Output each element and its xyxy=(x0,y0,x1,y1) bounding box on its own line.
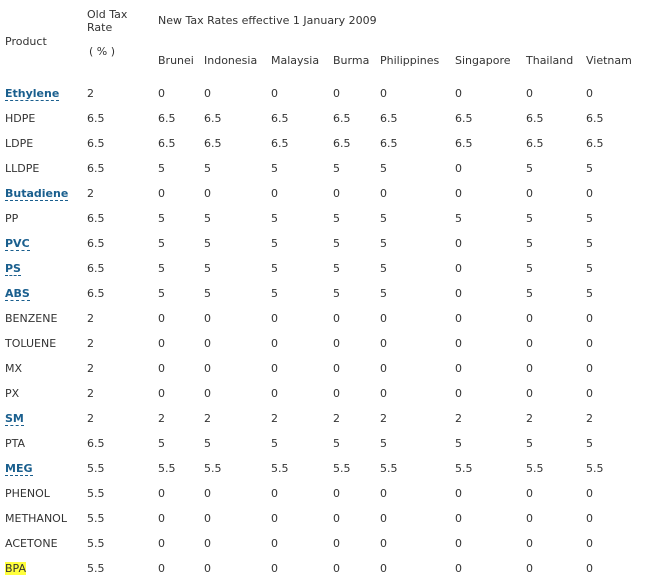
header-old-tax-line1: Old Tax xyxy=(87,8,128,21)
new-rate-cell: 0 xyxy=(333,562,340,575)
new-rate-cell: 0 xyxy=(455,262,462,275)
header-country: Singapore xyxy=(455,54,511,67)
product-link[interactable]: PS xyxy=(5,262,21,275)
header-country: Brunei xyxy=(158,54,194,67)
new-rate-cell: 0 xyxy=(333,487,340,500)
new-rate-cell: 0 xyxy=(526,87,533,100)
new-rate-cell: 5 xyxy=(455,212,462,225)
new-rate-cell: 0 xyxy=(158,512,165,525)
new-rate-cell: 0 xyxy=(380,387,387,400)
new-rate-cell: 0 xyxy=(333,387,340,400)
new-rate-cell: 5 xyxy=(526,237,533,250)
new-rate-cell: 6.5 xyxy=(455,137,473,150)
product-cell xyxy=(5,562,26,575)
product-cell xyxy=(5,162,39,175)
old-rate-cell: 2 xyxy=(87,312,94,325)
new-rate-cell: 5 xyxy=(586,162,593,175)
new-rate-cell: 0 xyxy=(586,387,593,400)
new-rate-cell: 6.5 xyxy=(586,112,604,125)
new-rate-cell: 0 xyxy=(204,562,211,575)
new-rate-cell: 6.5 xyxy=(158,137,176,150)
new-rate-cell: 5 xyxy=(271,287,278,300)
new-rate-cell: 5 xyxy=(204,162,211,175)
old-rate-cell: 5.5 xyxy=(87,562,105,575)
product-name: PX xyxy=(5,387,20,400)
new-rate-cell: 5 xyxy=(271,212,278,225)
new-rate-cell: 0 xyxy=(455,87,462,100)
new-rate-cell: 0 xyxy=(204,87,211,100)
new-rate-cell: 0 xyxy=(455,537,462,550)
new-rate-cell: 2 xyxy=(271,412,278,425)
header-old-tax-line2: Rate xyxy=(87,21,113,34)
new-rate-cell: 0 xyxy=(586,187,593,200)
old-rate-cell: 6.5 xyxy=(87,237,105,250)
new-rate-cell: 0 xyxy=(455,287,462,300)
old-rate-cell: 5.5 xyxy=(87,512,105,525)
header-old-tax-unit: ( % ) xyxy=(89,45,116,58)
new-rate-cell: 0 xyxy=(455,162,462,175)
product-link[interactable]: Butadiene xyxy=(5,187,69,200)
new-rate-cell: 2 xyxy=(586,412,593,425)
product-cell xyxy=(5,387,19,400)
product-name: LLDPE xyxy=(5,162,40,175)
old-rate-cell: 6.5 xyxy=(87,162,105,175)
old-rate-cell: 2 xyxy=(87,362,94,375)
new-rate-cell: 5 xyxy=(526,162,533,175)
new-rate-cell: 0 xyxy=(158,337,165,350)
new-rate-cell: 5 xyxy=(158,237,165,250)
new-rate-cell: 0 xyxy=(271,362,278,375)
new-rate-cell: 6.5 xyxy=(380,112,398,125)
new-rate-cell: 5 xyxy=(204,212,211,225)
new-rate-cell: 5 xyxy=(526,437,533,450)
new-rate-cell: 5 xyxy=(380,437,387,450)
new-rate-cell: 5.5 xyxy=(586,462,604,475)
old-rate-cell: 6.5 xyxy=(87,212,105,225)
product-cell xyxy=(5,312,57,325)
header-country: Indonesia xyxy=(204,54,258,67)
new-rate-cell: 5 xyxy=(158,262,165,275)
new-rate-cell: 2 xyxy=(333,412,340,425)
new-rate-cell: 5 xyxy=(333,237,340,250)
new-rate-cell: 2 xyxy=(204,412,211,425)
header-country: Philippines xyxy=(380,54,440,67)
product-name: PHENOL xyxy=(5,487,50,500)
new-rate-cell: 5 xyxy=(158,287,165,300)
new-rate-cell: 0 xyxy=(380,87,387,100)
product-link[interactable]: PVC xyxy=(5,237,30,250)
new-rate-cell: 5 xyxy=(333,437,340,450)
header-country: Malaysia xyxy=(271,54,320,67)
old-rate-cell: 5.5 xyxy=(87,462,105,475)
new-rate-cell: 6.5 xyxy=(271,137,289,150)
new-rate-cell: 0 xyxy=(204,362,211,375)
new-rate-cell: 5 xyxy=(526,212,533,225)
new-rate-cell: 5 xyxy=(333,262,340,275)
new-rate-cell: 2 xyxy=(526,412,533,425)
new-rate-cell: 0 xyxy=(204,187,211,200)
new-rate-cell: 5 xyxy=(526,287,533,300)
new-rate-cell: 5 xyxy=(158,162,165,175)
product-cell xyxy=(5,537,58,550)
new-rate-cell: 5 xyxy=(380,262,387,275)
new-rate-cell: 0 xyxy=(158,87,165,100)
new-rate-cell: 0 xyxy=(586,337,593,350)
new-rate-cell: 5 xyxy=(380,237,387,250)
new-rate-cell: 0 xyxy=(204,537,211,550)
new-rate-cell: 6.5 xyxy=(526,112,544,125)
new-rate-cell: 5 xyxy=(271,237,278,250)
new-rate-cell: 0 xyxy=(271,537,278,550)
new-rate-cell: 0 xyxy=(333,512,340,525)
new-rate-cell: 0 xyxy=(455,387,462,400)
new-rate-cell: 6.5 xyxy=(158,112,176,125)
new-rate-cell: 5.5 xyxy=(271,462,289,475)
header-country: Vietnam xyxy=(586,54,632,67)
new-rate-cell: 0 xyxy=(158,537,165,550)
new-rate-cell: 0 xyxy=(455,237,462,250)
product-link[interactable]: SM xyxy=(5,412,24,425)
old-rate-cell: 6.5 xyxy=(87,112,105,125)
product-link[interactable]: ABS xyxy=(5,287,30,300)
new-rate-cell: 5 xyxy=(455,437,462,450)
product-name: METHANOL xyxy=(5,512,67,525)
old-rate-cell: 6.5 xyxy=(87,437,105,450)
new-rate-cell: 6.5 xyxy=(586,137,604,150)
old-rate-cell: 6.5 xyxy=(87,287,105,300)
new-rate-cell: 0 xyxy=(455,562,462,575)
new-rate-cell: 5 xyxy=(158,212,165,225)
new-rate-cell: 0 xyxy=(333,337,340,350)
new-rate-cell: 2 xyxy=(380,412,387,425)
new-rate-cell: 6.5 xyxy=(455,112,473,125)
new-rate-cell: 0 xyxy=(455,362,462,375)
new-rate-cell: 0 xyxy=(333,312,340,325)
new-rate-cell: 0 xyxy=(158,387,165,400)
new-rate-cell: 0 xyxy=(158,312,165,325)
new-rate-cell: 0 xyxy=(271,187,278,200)
product-cell xyxy=(5,262,21,275)
new-rate-cell: 0 xyxy=(526,187,533,200)
old-rate-cell: 2 xyxy=(87,337,94,350)
old-rate-cell: 5.5 xyxy=(87,537,105,550)
new-rate-cell: 5.5 xyxy=(333,462,351,475)
new-rate-cell: 5 xyxy=(526,262,533,275)
product-name: ACETONE xyxy=(5,537,58,550)
new-rate-cell: 0 xyxy=(333,87,340,100)
product-name-highlighted: BPA xyxy=(5,562,27,575)
new-rate-cell: 5 xyxy=(271,162,278,175)
product-cell xyxy=(5,512,67,525)
new-rate-cell: 6.5 xyxy=(271,112,289,125)
new-rate-cell: 2 xyxy=(158,412,165,425)
product-cell xyxy=(5,237,30,250)
new-rate-cell: 0 xyxy=(526,387,533,400)
new-rate-cell: 0 xyxy=(526,512,533,525)
new-rate-cell: 5 xyxy=(204,262,211,275)
product-cell xyxy=(5,362,22,375)
product-name: MX xyxy=(5,362,23,375)
new-rate-cell: 0 xyxy=(333,362,340,375)
new-rate-cell: 0 xyxy=(271,562,278,575)
new-rate-cell: 0 xyxy=(455,312,462,325)
new-rate-cell: 0 xyxy=(158,362,165,375)
new-rate-cell: 0 xyxy=(204,512,211,525)
product-name: HDPE xyxy=(5,112,36,125)
product-cell xyxy=(5,462,33,475)
product-name: PP xyxy=(5,212,19,225)
new-rate-cell: 0 xyxy=(271,337,278,350)
new-rate-cell: 0 xyxy=(526,337,533,350)
header-product: Product xyxy=(5,35,47,48)
new-rate-cell: 5 xyxy=(380,162,387,175)
old-rate-cell: 2 xyxy=(87,412,94,425)
new-rate-cell: 0 xyxy=(204,387,211,400)
new-rate-cell: 0 xyxy=(455,512,462,525)
new-rate-cell: 6.5 xyxy=(380,137,398,150)
new-rate-cell: 6.5 xyxy=(204,112,222,125)
new-rate-cell: 6.5 xyxy=(333,112,351,125)
new-rate-cell: 5 xyxy=(333,287,340,300)
new-rate-cell: 5 xyxy=(271,262,278,275)
new-rate-cell: 5 xyxy=(271,437,278,450)
new-rate-cell: 0 xyxy=(271,512,278,525)
new-rate-cell: 5 xyxy=(380,287,387,300)
new-rate-cell: 0 xyxy=(271,87,278,100)
new-rate-cell: 5.5 xyxy=(158,462,176,475)
header-country: Burma xyxy=(333,54,370,67)
new-rate-cell: 5.5 xyxy=(526,462,544,475)
new-rate-cell: 0 xyxy=(586,537,593,550)
product-name: TOLUENE xyxy=(5,337,57,350)
product-name: PTA xyxy=(5,437,26,450)
new-rate-cell: 5 xyxy=(586,437,593,450)
new-rate-cell: 6.5 xyxy=(333,137,351,150)
new-rate-cell: 2 xyxy=(455,412,462,425)
product-cell xyxy=(5,437,25,450)
new-rate-cell: 0 xyxy=(526,487,533,500)
new-rate-cell: 0 xyxy=(380,512,387,525)
header-country: Thailand xyxy=(526,54,574,67)
new-rate-cell: 5 xyxy=(204,287,211,300)
new-rate-cell: 0 xyxy=(380,562,387,575)
product-cell xyxy=(5,287,30,300)
new-rate-cell: 5.5 xyxy=(380,462,398,475)
new-rate-cell: 0 xyxy=(455,337,462,350)
new-rate-cell: 0 xyxy=(526,562,533,575)
product-cell xyxy=(5,337,56,350)
new-rate-cell: 0 xyxy=(526,362,533,375)
new-rate-cell: 0 xyxy=(380,187,387,200)
new-rate-cell: 5 xyxy=(333,162,340,175)
product-name: LDPE xyxy=(5,137,34,150)
new-rate-cell: 0 xyxy=(333,187,340,200)
old-rate-cell: 2 xyxy=(87,387,94,400)
new-rate-cell: 5 xyxy=(204,437,211,450)
product-cell xyxy=(5,212,18,225)
new-rate-cell: 5.5 xyxy=(455,462,473,475)
new-rate-cell: 0 xyxy=(271,487,278,500)
new-rate-cell: 0 xyxy=(204,337,211,350)
new-rate-cell: 0 xyxy=(380,312,387,325)
new-rate-cell: 0 xyxy=(586,487,593,500)
new-rate-cell: 5 xyxy=(586,237,593,250)
new-rate-cell: 0 xyxy=(204,487,211,500)
new-rate-cell: 0 xyxy=(586,562,593,575)
new-rate-cell: 0 xyxy=(271,387,278,400)
old-rate-cell: 6.5 xyxy=(87,137,105,150)
new-rate-cell: 0 xyxy=(586,87,593,100)
product-cell xyxy=(5,487,50,500)
product-cell xyxy=(5,187,68,200)
old-rate-cell: 5.5 xyxy=(87,487,105,500)
new-rate-cell: 0 xyxy=(526,312,533,325)
new-rate-cell: 0 xyxy=(455,487,462,500)
product-name: BENZENE xyxy=(5,312,58,325)
product-cell xyxy=(5,412,24,425)
product-cell xyxy=(5,112,35,125)
new-rate-cell: 0 xyxy=(586,362,593,375)
new-rate-cell: 0 xyxy=(271,312,278,325)
new-rate-cell: 0 xyxy=(380,362,387,375)
new-rate-cell: 0 xyxy=(380,537,387,550)
new-rate-cell: 0 xyxy=(158,487,165,500)
new-rate-cell: 0 xyxy=(586,312,593,325)
old-rate-cell: 2 xyxy=(87,87,94,100)
header-new-tax-title: New Tax Rates effective 1 January 2009 xyxy=(158,14,377,27)
product-link[interactable]: MEG xyxy=(5,462,33,475)
new-rate-cell: 5 xyxy=(586,212,593,225)
new-rate-cell: 0 xyxy=(158,187,165,200)
new-rate-cell: 0 xyxy=(526,537,533,550)
new-rate-cell: 0 xyxy=(380,337,387,350)
new-rate-cell: 5.5 xyxy=(204,462,222,475)
new-rate-cell: 0 xyxy=(204,312,211,325)
old-rate-cell: 6.5 xyxy=(87,262,105,275)
product-link[interactable]: Ethylene xyxy=(5,87,60,100)
new-rate-cell: 5 xyxy=(380,212,387,225)
new-rate-cell: 0 xyxy=(455,187,462,200)
new-rate-cell: 5 xyxy=(333,212,340,225)
new-rate-cell: 5 xyxy=(586,287,593,300)
product-cell xyxy=(5,137,33,150)
new-rate-cell: 6.5 xyxy=(204,137,222,150)
new-rate-cell: 0 xyxy=(333,537,340,550)
new-rate-cell: 5 xyxy=(204,237,211,250)
new-rate-cell: 5 xyxy=(158,437,165,450)
new-rate-cell: 0 xyxy=(158,562,165,575)
product-cell xyxy=(5,87,59,100)
new-rate-cell: 0 xyxy=(380,487,387,500)
new-rate-cell: 6.5 xyxy=(526,137,544,150)
new-rate-cell: 0 xyxy=(586,512,593,525)
new-rate-cell: 5 xyxy=(586,262,593,275)
old-rate-cell: 2 xyxy=(87,187,94,200)
